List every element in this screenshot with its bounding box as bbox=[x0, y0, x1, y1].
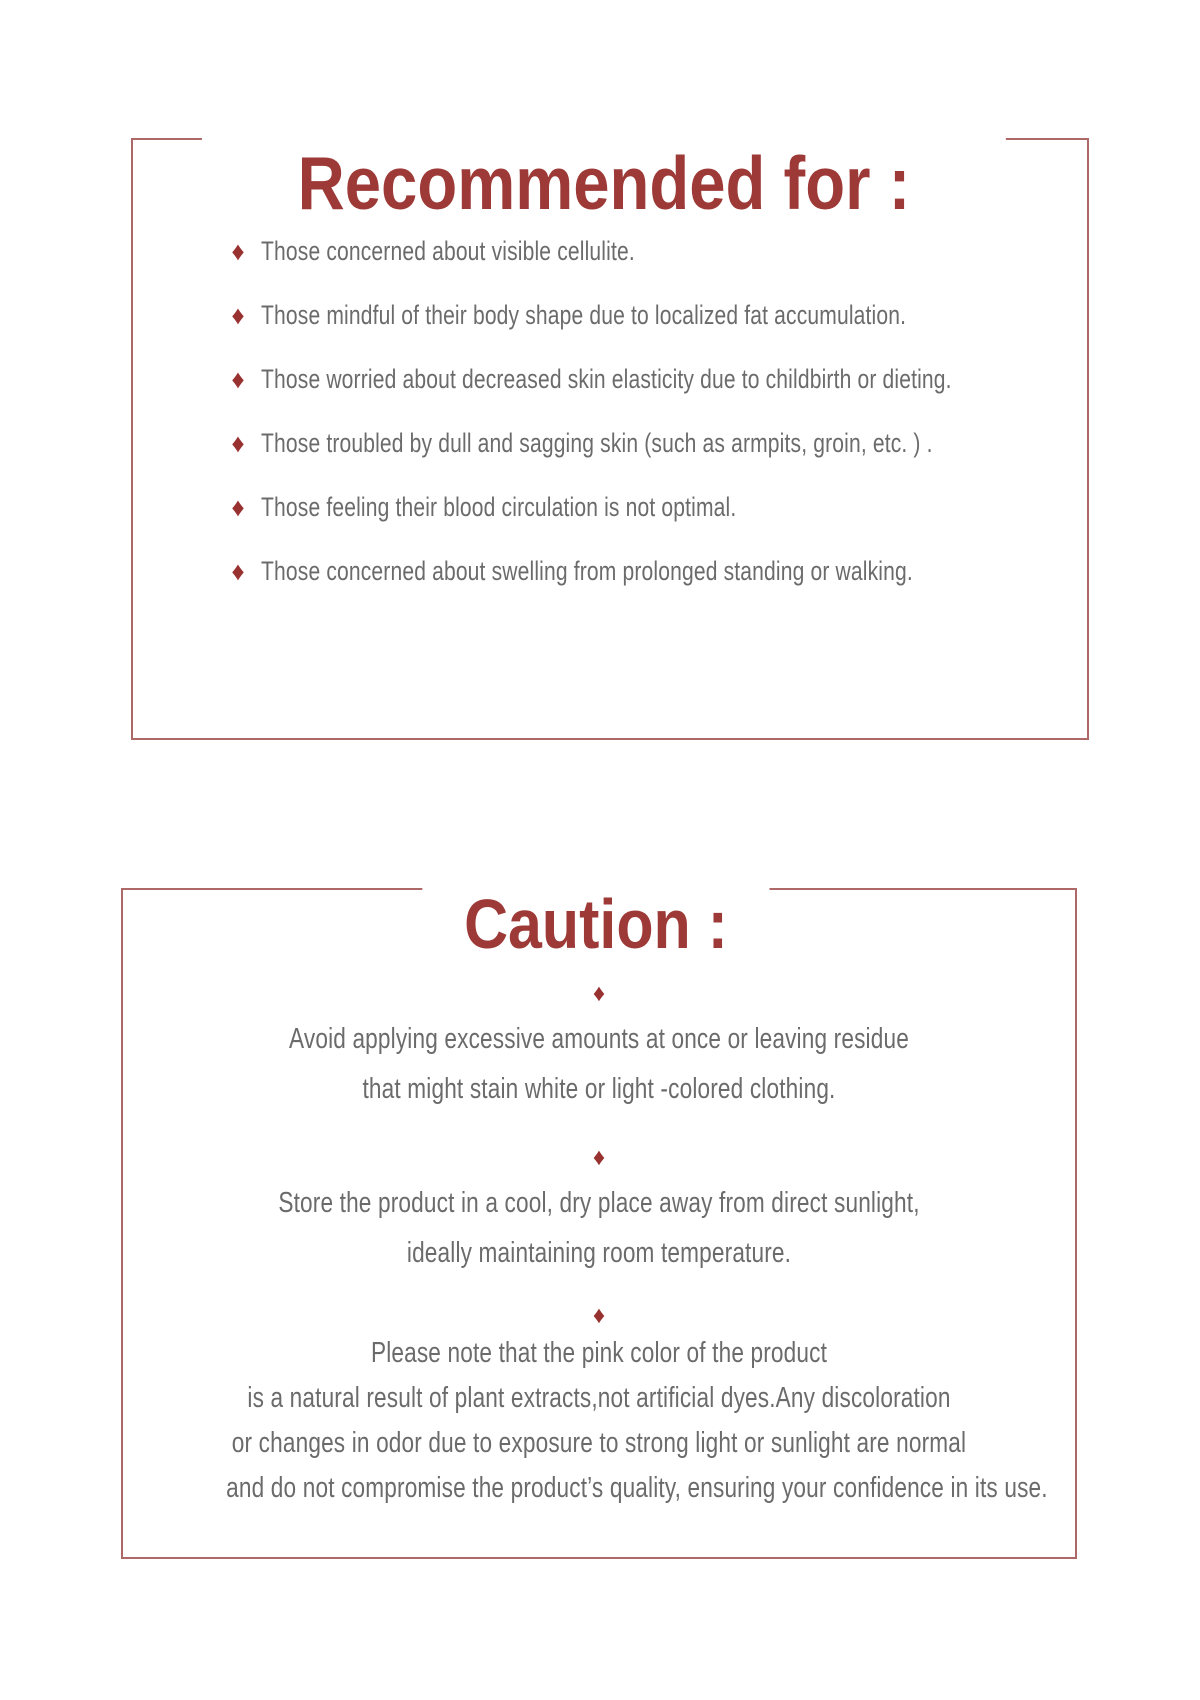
list-item bbox=[225, 428, 1146, 458]
bullet-text: Those concerned about swelling from prolonged standing or walking. bbox=[261, 556, 913, 586]
diamond-divider-icon: ♦ bbox=[592, 980, 606, 1007]
diamond-bullet-icon: ♦ bbox=[231, 428, 245, 458]
caution-group bbox=[121, 1302, 1077, 1507]
list-item bbox=[225, 236, 1146, 266]
bullet-text: Those feeling their blood circulation is not optimal. bbox=[261, 492, 737, 522]
caution-line: ideally maintaining room temperature. bbox=[406, 1237, 792, 1269]
list-item bbox=[225, 492, 1146, 522]
caution-content bbox=[121, 980, 1077, 1507]
list-item bbox=[225, 364, 1146, 394]
bullet-text: Those concerned about visible cellulite. bbox=[261, 236, 635, 266]
recommended-title: Recommended for : bbox=[202, 138, 1006, 228]
caution-title: Caution : bbox=[422, 879, 769, 969]
caution-line: that might stain white or light -colored clothing. bbox=[362, 1073, 836, 1105]
list-item bbox=[225, 556, 1146, 586]
diamond-bullet-icon: ♦ bbox=[231, 364, 245, 394]
diamond-bullet-icon: ♦ bbox=[231, 236, 245, 266]
diamond-divider-icon: ♦ bbox=[592, 1302, 606, 1329]
caution-line: or changes in odor due to exposure to strong light or sunlight are normal bbox=[231, 1427, 967, 1459]
caution-line: and do not compromise the product’s quality, ensuring your confidence in its use. bbox=[226, 1472, 1048, 1504]
caution-group bbox=[121, 980, 1077, 1108]
caution-group bbox=[121, 1144, 1077, 1272]
diamond-bullet-icon: ♦ bbox=[231, 556, 245, 586]
recommended-list bbox=[225, 236, 1146, 586]
caution-line: Please note that the pink color of the product bbox=[370, 1337, 828, 1369]
diamond-bullet-icon: ♦ bbox=[231, 300, 245, 330]
bullet-text: Those troubled by dull and sagging skin (such as armpits, groin, etc. ) . bbox=[261, 428, 933, 458]
diamond-bullet-icon: ♦ bbox=[231, 492, 245, 522]
caution-line: is a natural result of plant extracts,not artificial dyes.Any discoloration bbox=[247, 1382, 951, 1414]
caution-line: Avoid applying excessive amounts at once or leaving residue bbox=[289, 1023, 909, 1055]
caution-line: Store the product in a cool, dry place away from direct sunlight, bbox=[278, 1187, 920, 1219]
bullet-text: Those mindful of their body shape due to localized fat accumulation. bbox=[261, 300, 907, 330]
diamond-divider-icon: ♦ bbox=[592, 1144, 606, 1171]
bullet-text: Those worried about decreased skin elasticity due to childbirth or dieting. bbox=[261, 364, 952, 394]
list-item bbox=[225, 300, 1146, 330]
